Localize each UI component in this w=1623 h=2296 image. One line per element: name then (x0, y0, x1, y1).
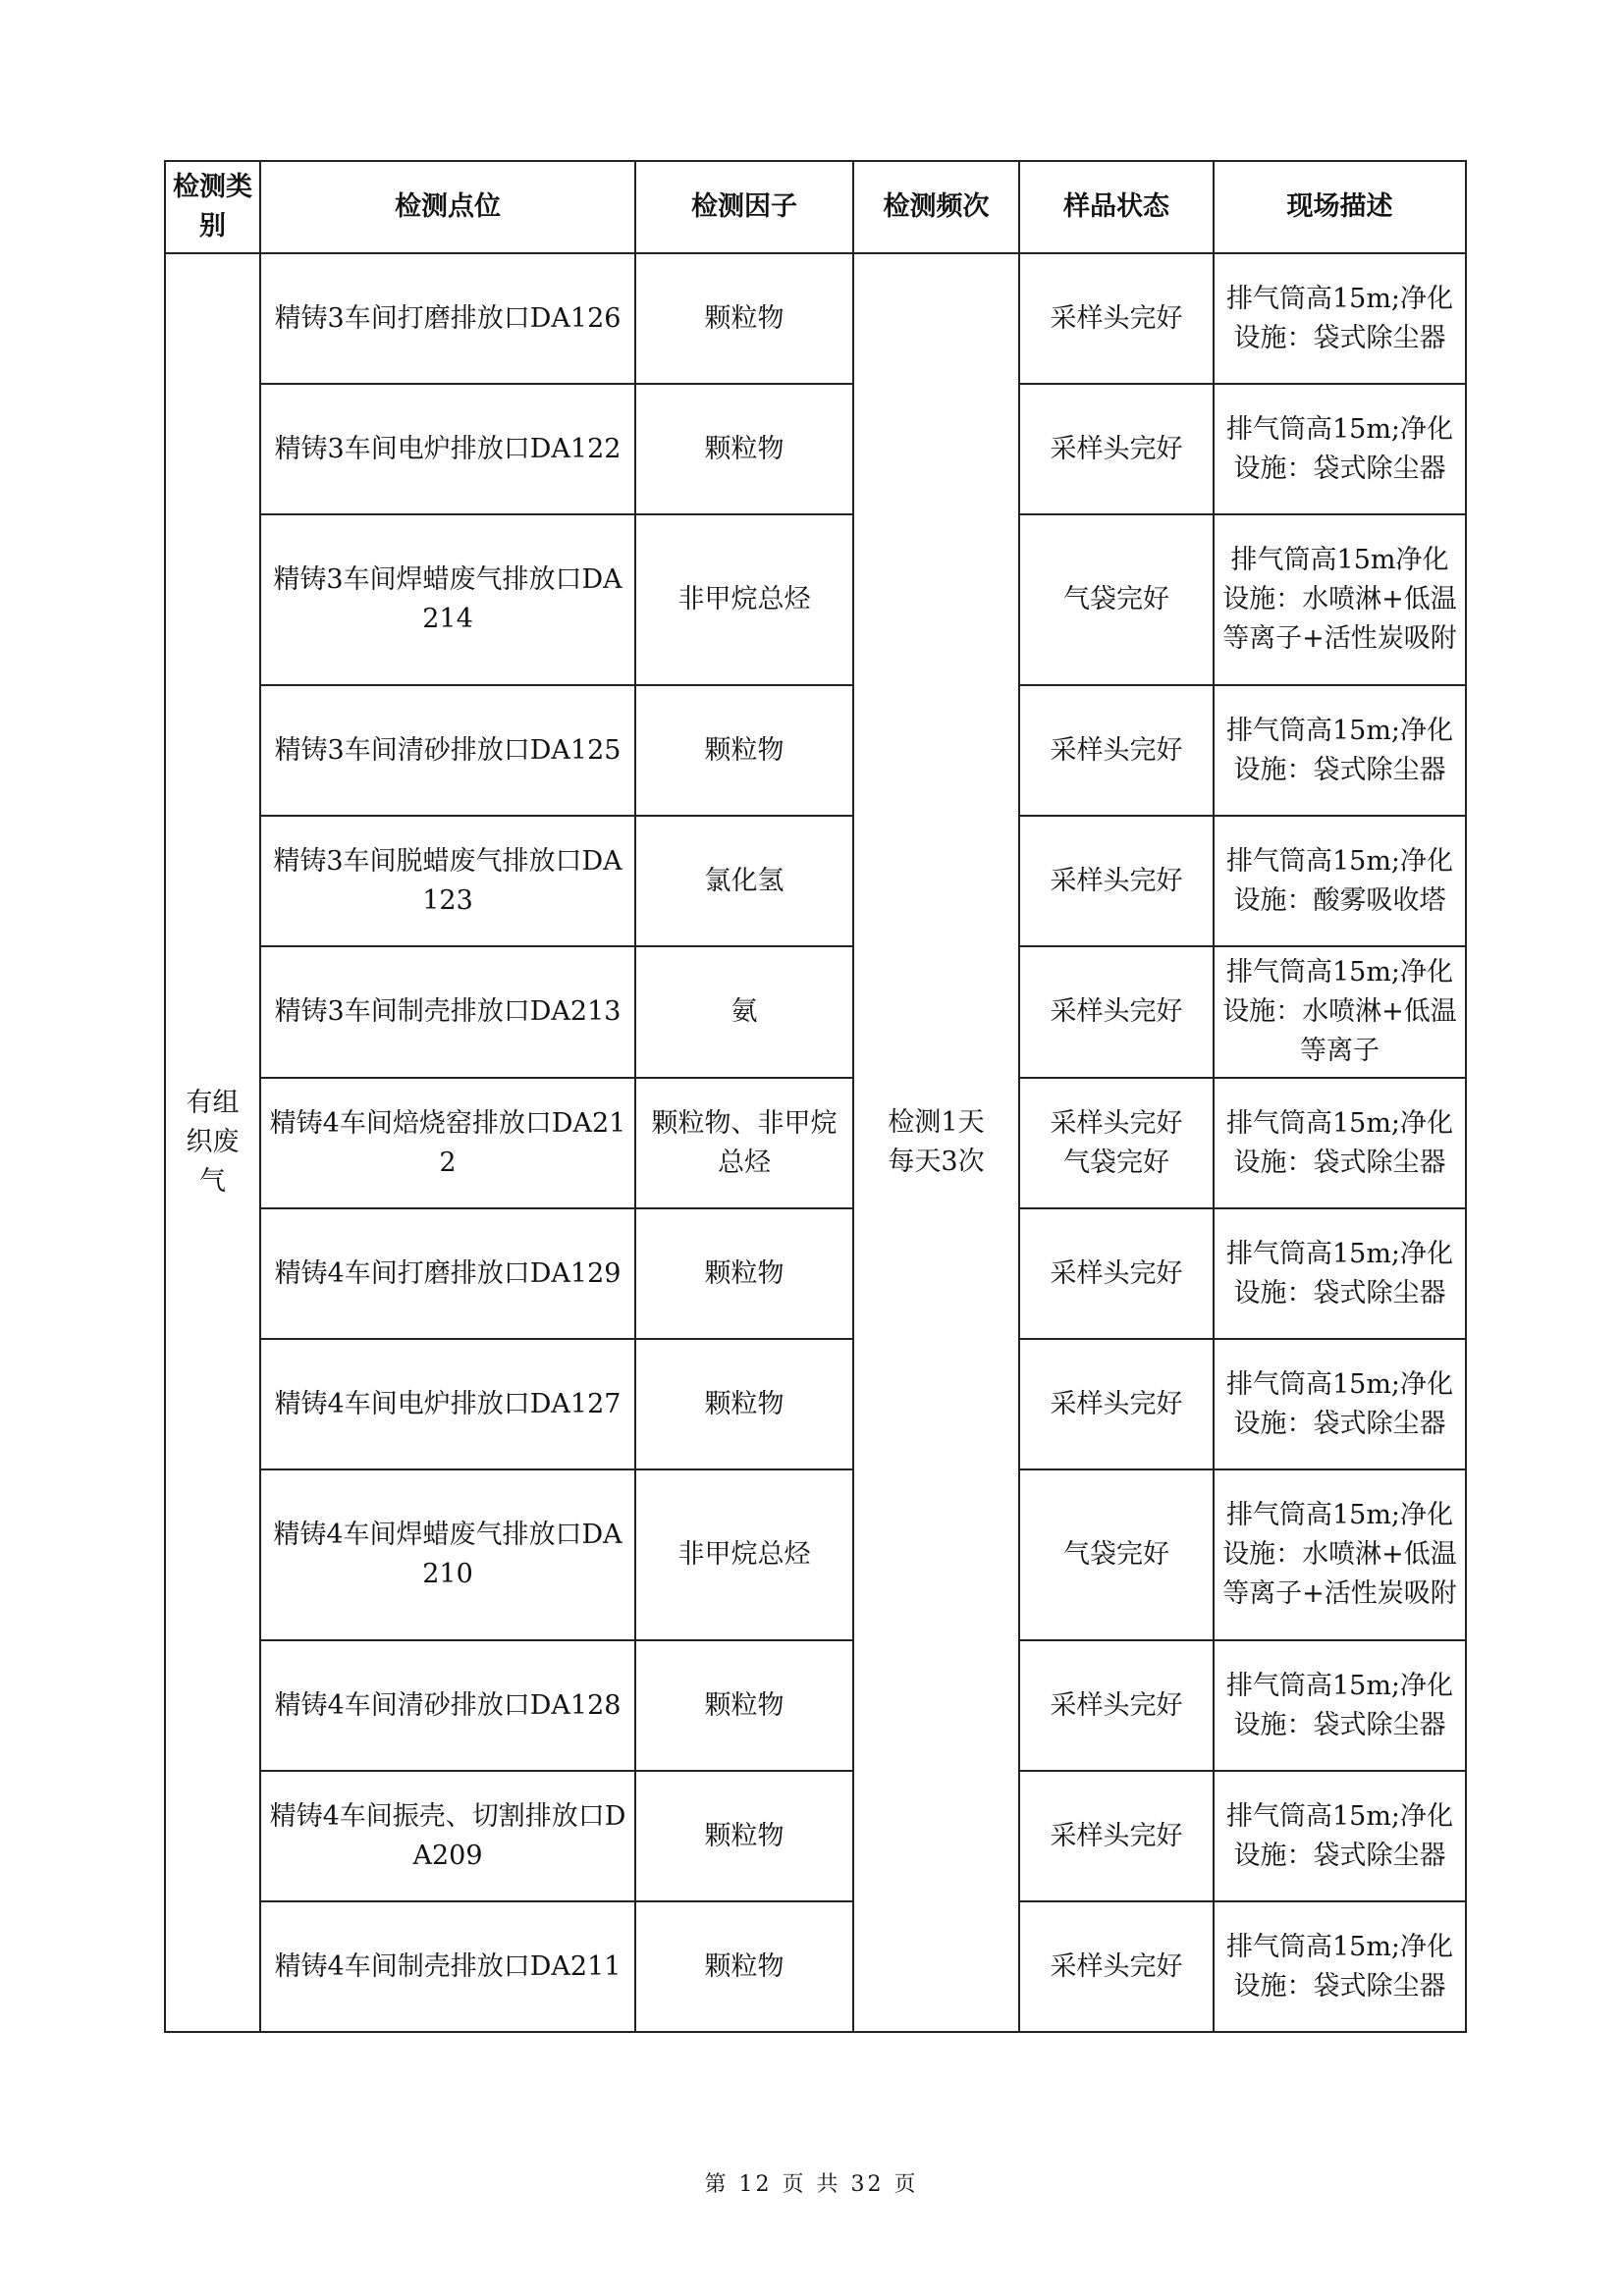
table-header-row (165, 161, 1466, 253)
point-cell: 精铸4车间电炉排放口DA127 (260, 1339, 635, 1469)
table-row (165, 1901, 1466, 2032)
factor-cell: 颗粒物 (635, 1771, 853, 1901)
scene-cell: 排气筒高15m;净化设施：袋式除尘器 (1214, 1771, 1466, 1901)
factor-cell: 颗粒物 (635, 1208, 853, 1339)
scene-cell: 排气筒高15m;净化设施：水喷淋+低温等离子+活性炭吸附 (1214, 1469, 1466, 1640)
header-factor: 检测因子 (635, 161, 853, 253)
scene-cell: 排气筒高15m;净化设施：袋式除尘器 (1214, 384, 1466, 514)
table-row (165, 514, 1466, 685)
point-cell: 精铸4车间振壳、切割排放口DA209 (260, 1771, 635, 1901)
sample-cell: 气袋完好 (1019, 514, 1214, 685)
table-row (165, 1771, 1466, 1901)
point-cell: 精铸4车间制壳排放口DA211 (260, 1901, 635, 2032)
point-cell: 精铸4车间打磨排放口DA129 (260, 1208, 635, 1339)
factor-cell: 非甲烷总烃 (635, 514, 853, 685)
sample-cell: 采样头完好 (1019, 384, 1214, 514)
scene-cell: 排气筒高15m;净化设施：袋式除尘器 (1214, 1078, 1466, 1208)
header-scene: 现场描述 (1214, 161, 1466, 253)
header-sample: 样品状态 (1019, 161, 1214, 253)
scene-cell: 排气筒高15m;净化设施：酸雾吸收塔 (1214, 816, 1466, 946)
factor-cell: 颗粒物 (635, 1339, 853, 1469)
sample-cell: 采样头完好气袋完好 (1019, 1078, 1214, 1208)
factor-cell: 非甲烷总烃 (635, 1469, 853, 1640)
factor-cell: 颗粒物 (635, 384, 853, 514)
scene-cell: 排气筒高15m;净化设施：袋式除尘器 (1214, 1208, 1466, 1339)
point-cell: 精铸4车间清砂排放口DA128 (260, 1640, 635, 1771)
point-cell: 精铸3车间电炉排放口DA122 (260, 384, 635, 514)
factor-cell: 氨 (635, 946, 853, 1078)
sample-cell: 采样头完好 (1019, 1339, 1214, 1469)
sample-cell: 采样头完好 (1019, 1208, 1214, 1339)
table-row (165, 253, 1466, 384)
header-point: 检测点位 (260, 161, 635, 253)
point-cell: 精铸4车间焙烧窑排放口DA212 (260, 1078, 635, 1208)
factor-cell: 颗粒物 (635, 1640, 853, 1771)
page-number: 第 12 页 共 32 页 (704, 2172, 919, 2197)
table-row (165, 816, 1466, 946)
point-cell: 精铸3车间焊蜡废气排放口DA214 (260, 514, 635, 685)
header-category: 检测类别 (165, 161, 260, 253)
table-row (165, 384, 1466, 514)
point-cell: 精铸4车间焊蜡废气排放口DA210 (260, 1469, 635, 1640)
point-cell: 精铸3车间清砂排放口DA125 (260, 685, 635, 816)
sample-cell: 气袋完好 (1019, 1469, 1214, 1640)
point-cell: 精铸3车间制壳排放口DA213 (260, 946, 635, 1078)
header-frequency: 检测频次 (853, 161, 1019, 253)
table-row (165, 1469, 1466, 1640)
scene-cell: 排气筒高15m;净化设施：袋式除尘器 (1214, 1640, 1466, 1771)
table-row (165, 946, 1466, 1078)
sample-cell: 采样头完好 (1019, 1901, 1214, 2032)
sample-cell: 采样头完好 (1019, 1640, 1214, 1771)
point-cell: 精铸3车间脱蜡废气排放口DA123 (260, 816, 635, 946)
scene-cell: 排气筒高15m;净化设施：袋式除尘器 (1214, 685, 1466, 816)
table-row (165, 1640, 1466, 1771)
sample-cell: 采样头完好 (1019, 1771, 1214, 1901)
sample-cell: 采样头完好 (1019, 253, 1214, 384)
monitoring-table (164, 160, 1467, 2033)
scene-cell: 排气筒高15m;净化设施：袋式除尘器 (1214, 253, 1466, 384)
sample-cell: 采样头完好 (1019, 816, 1214, 946)
category-cell: 有组织废气 (165, 253, 260, 2032)
factor-cell: 颗粒物 (635, 253, 853, 384)
sample-cell: 采样头完好 (1019, 946, 1214, 1078)
table-row (165, 1339, 1466, 1469)
table-row (165, 1208, 1466, 1339)
sample-cell: 采样头完好 (1019, 685, 1214, 816)
scene-cell: 排气筒高15m;净化设施：袋式除尘器 (1214, 1339, 1466, 1469)
factor-cell: 颗粒物 (635, 685, 853, 816)
factor-cell: 氯化氢 (635, 816, 853, 946)
scene-cell: 排气筒高15m;净化设施：水喷淋+低温等离子 (1214, 946, 1466, 1078)
factor-cell: 颗粒物、非甲烷总烃 (635, 1078, 853, 1208)
table-row (165, 685, 1466, 816)
frequency-cell: 检测1天每天3次 (853, 253, 1019, 2032)
point-cell: 精铸3车间打磨排放口DA126 (260, 253, 635, 384)
scene-cell: 排气筒高15m净化设施：水喷淋+低温等离子+活性炭吸附 (1214, 514, 1466, 685)
table-row (165, 1078, 1466, 1208)
factor-cell: 颗粒物 (635, 1901, 853, 2032)
scene-cell: 排气筒高15m;净化设施：袋式除尘器 (1214, 1901, 1466, 2032)
